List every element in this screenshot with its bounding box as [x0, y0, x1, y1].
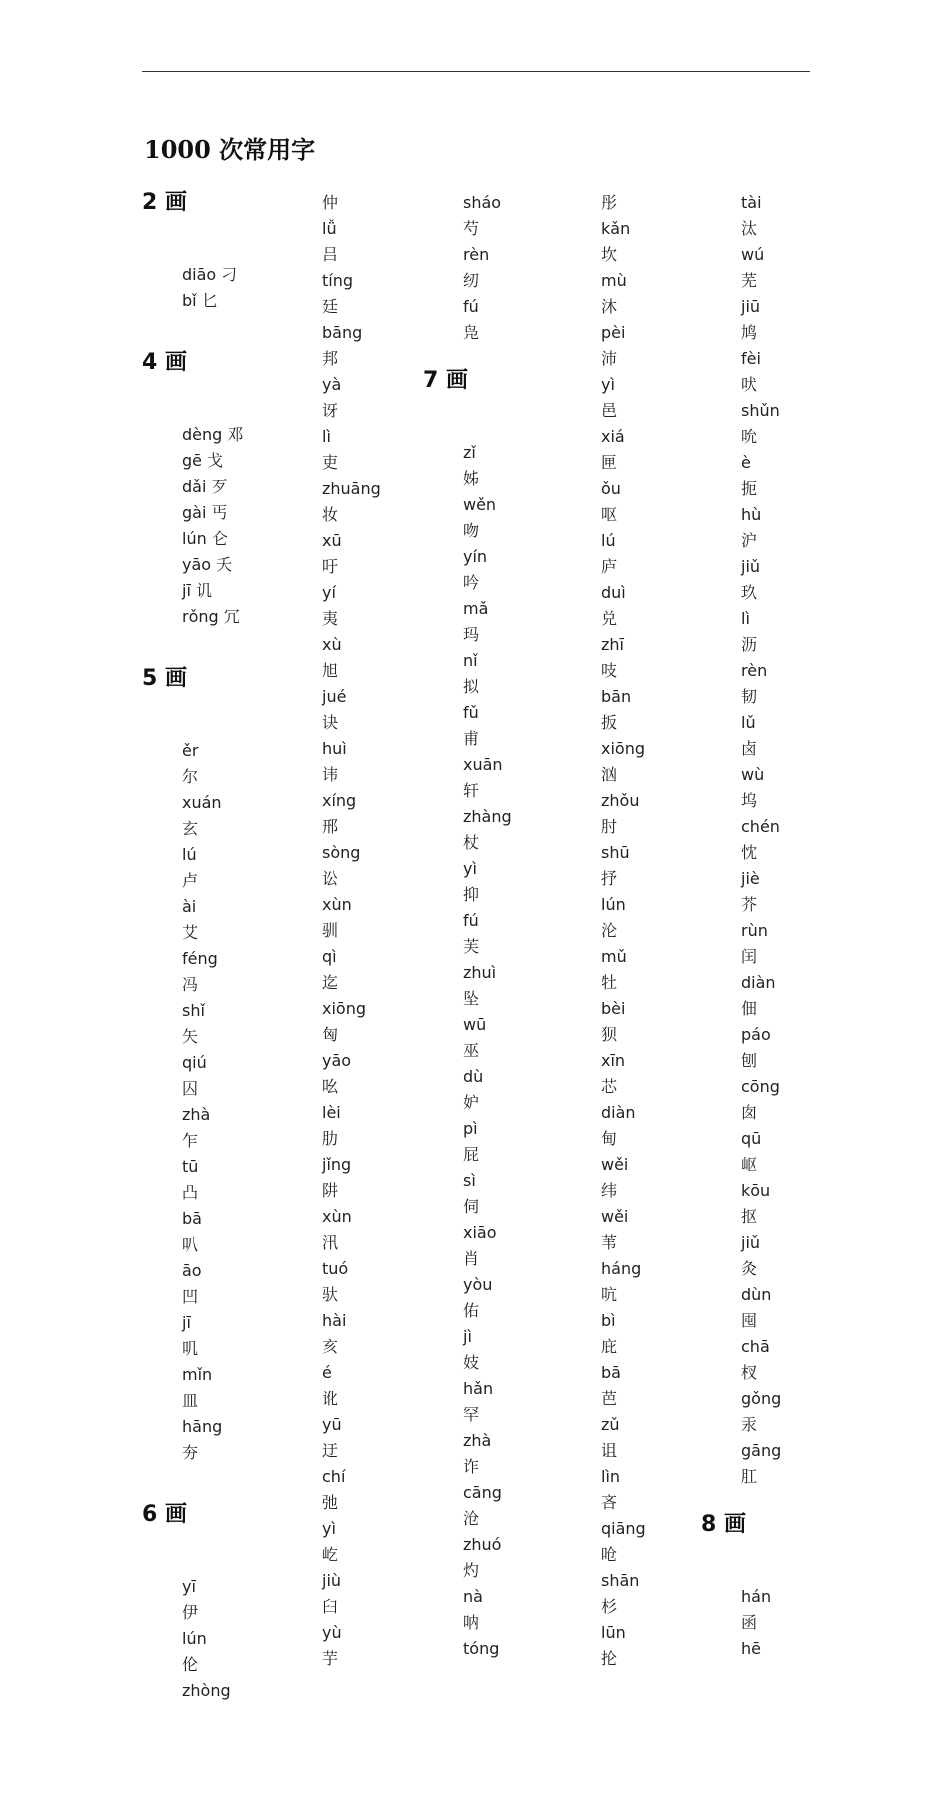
entry-line: sháo [463, 193, 502, 212]
section-8-list [701, 1584, 841, 1662]
entry-line: shān [601, 1571, 640, 1590]
entry-line: 吕 [322, 245, 339, 264]
entry-line: 吻 [463, 521, 480, 540]
spacer [701, 1490, 841, 1512]
entry-line: 匈 [322, 1025, 339, 1044]
entry-line: 芍 [463, 219, 480, 238]
entry-line: 妆 [322, 505, 339, 524]
entry-line: zhuāng [322, 479, 381, 498]
entry-line: 邢 [322, 817, 339, 836]
entry-line: 杈 [741, 1363, 758, 1382]
entry-line: ěr [182, 741, 199, 760]
entry-line: yī [182, 1577, 196, 1596]
entry-line: hāng [182, 1417, 223, 1436]
entry-line: zhàng [463, 807, 512, 826]
entry-line: fèi [741, 349, 761, 368]
entry-line: 忱 [741, 843, 758, 862]
entry-line: 杖 [463, 833, 480, 852]
entry-line: yòu [463, 1275, 493, 1294]
entry-line: 轩 [463, 781, 480, 800]
entry-line: bān [601, 687, 632, 706]
entry-line: 兑 [601, 609, 618, 628]
spacer [142, 692, 272, 738]
entry-line: dèng 邓 [182, 425, 244, 444]
spacer [142, 1528, 272, 1574]
entry-line: hǎn [463, 1379, 494, 1398]
entry-line: jué [322, 687, 347, 706]
entry-line: 肖 [463, 1249, 480, 1268]
section-heading-6-strokes: 6 画 [142, 1502, 187, 1527]
entry-line: 沛 [601, 349, 618, 368]
entry-line: rǒng 冗 [182, 607, 240, 626]
entry-line: yāo [322, 1051, 352, 1070]
entry-line: jiū [741, 297, 761, 316]
entry-line: mǐn [182, 1365, 213, 1384]
entry-line: 姊 [463, 469, 480, 488]
entry-line: chí [322, 1467, 346, 1486]
entry-line: 夷 [322, 609, 339, 628]
entry-line: xùn [322, 1207, 352, 1226]
entry-line: bā [182, 1209, 202, 1228]
entry-line: gāng [741, 1441, 782, 1460]
entry-line: jī [182, 1313, 191, 1332]
entry-line: cōng [741, 1077, 780, 1096]
entry-line: bì [601, 1311, 616, 1330]
entry-line: lì [322, 427, 331, 446]
entry-line: 纬 [601, 1181, 618, 1200]
entry-line: sì [463, 1171, 476, 1190]
entry-line: jiǔ [741, 557, 761, 576]
entry-line: 驯 [322, 921, 339, 940]
entry-line: hē [741, 1639, 761, 1658]
entry-line: hán [741, 1587, 772, 1606]
entry-line: 彤 [601, 193, 618, 212]
entry-line: 呐 [463, 1613, 480, 1632]
entry-line: kǎn [601, 219, 631, 238]
entry-line: 汹 [601, 765, 618, 784]
entry-line: hài [322, 1311, 347, 1330]
entry-line: 甫 [463, 729, 480, 748]
entry-line: 矢 [182, 1027, 199, 1046]
section-heading-2-strokes: 2 画 [142, 190, 187, 215]
entry-line: tóng [463, 1639, 500, 1658]
entry-line: 妓 [463, 1353, 480, 1372]
section-heading-8-strokes: 8 画 [701, 1512, 746, 1537]
entry-line: yù [322, 1623, 342, 1642]
entry-line: chén [741, 817, 780, 836]
entry-line: 韧 [741, 687, 758, 706]
entry-line: 抠 [741, 1207, 758, 1226]
entry-line: xùn [322, 895, 352, 914]
entry-line: cāng [463, 1483, 502, 1502]
entry-line: xiōng [601, 739, 645, 758]
entry-line: yà [322, 375, 342, 394]
entry-line: diàn [601, 1103, 636, 1122]
entry-line: 罕 [463, 1405, 480, 1424]
entry-line: xuán [182, 793, 222, 812]
entry-line: 诀 [322, 713, 339, 732]
entry-line: fǔ [463, 703, 479, 722]
entry-line: 讶 [322, 401, 339, 420]
entry-line: 沧 [463, 1509, 480, 1528]
entry-line: 诈 [463, 1457, 480, 1476]
entry-line: 诅 [601, 1441, 618, 1460]
entry-line: lǚ [322, 219, 337, 238]
entry-line: lèi [322, 1103, 341, 1122]
entry-line: 沐 [601, 297, 618, 316]
spacer [142, 314, 272, 350]
entry-line: bāng [322, 323, 363, 342]
entry-line: 吮 [741, 427, 758, 446]
entry-line: 佑 [463, 1301, 480, 1320]
entry-line: hù [741, 505, 762, 524]
entry-line: 肋 [322, 1129, 339, 1148]
entry-line: 尔 [182, 767, 199, 786]
entry-line: zhī [601, 635, 624, 654]
entry-line: yì [463, 859, 477, 878]
entry-line: xiāo [463, 1223, 497, 1242]
entry-line: zǔ [601, 1415, 620, 1434]
entry-line: 芥 [741, 895, 758, 914]
entry-line: qū [741, 1129, 762, 1148]
section-5-list [142, 738, 272, 1466]
entry-line: è [741, 453, 751, 472]
entry-line: bǐ 匕 [182, 291, 218, 310]
entry-line: 芙 [463, 937, 480, 956]
column-3 [423, 190, 563, 1662]
entry-line: xiá [601, 427, 625, 446]
entry-line: xù [322, 635, 342, 654]
entry-line: zhuó [463, 1535, 502, 1554]
entry-line: ài [182, 897, 197, 916]
entry-line: shǔn [741, 401, 780, 420]
entry-line: 讹 [322, 1389, 339, 1408]
entry-line: 仲 [322, 193, 339, 212]
entry-line: 吁 [322, 557, 339, 576]
entry-line: 妒 [463, 1093, 480, 1112]
entry-line: 巫 [463, 1041, 480, 1060]
entry-line: tū [182, 1157, 199, 1176]
entry-line: lún [182, 1629, 207, 1648]
entry-line: 叽 [182, 1339, 199, 1358]
entry-line: 庇 [601, 1337, 618, 1356]
entry-line: 凸 [182, 1183, 199, 1202]
entry-line: 汰 [741, 219, 758, 238]
section-2-list [142, 262, 272, 314]
entry-line: diàn [741, 973, 776, 992]
entry-line: āo [182, 1261, 202, 1280]
entry-line: 甸 [601, 1129, 618, 1148]
entry-line: 汛 [322, 1233, 339, 1252]
entry-line: xíng [322, 791, 357, 810]
entry-line: 伺 [463, 1197, 480, 1216]
entry-line: zhǒu [601, 791, 640, 810]
entry-line: 纫 [463, 271, 480, 290]
entry-line: dù [463, 1067, 484, 1086]
entry-line: lì [741, 609, 750, 628]
entry-line: 坎 [601, 245, 618, 264]
entry-line: tíng [322, 271, 354, 290]
entry-line: 讼 [322, 869, 339, 888]
entry-line: wěn [463, 495, 497, 514]
entry-line: wěi [601, 1207, 629, 1226]
entry-line: 岖 [741, 1155, 758, 1174]
entry-line: 抡 [601, 1649, 618, 1668]
entry-line: yì [322, 1519, 336, 1538]
entry-line: diāo 刁 [182, 265, 238, 284]
entry-line: 呛 [601, 1545, 618, 1564]
entry-line: 冯 [182, 975, 199, 994]
column-3-top-list [423, 190, 563, 346]
entry-line: 邑 [601, 401, 618, 420]
section-6-list [142, 1574, 272, 1704]
entry-line: sòng [322, 843, 361, 862]
entry-line: 扳 [601, 713, 618, 732]
entry-line: zhuì [463, 963, 497, 982]
entry-line: 抒 [601, 869, 618, 888]
entry-line: 屹 [322, 1545, 339, 1564]
entry-line: huì [322, 739, 347, 758]
entry-line: 芜 [741, 271, 758, 290]
entry-line: 呕 [601, 505, 618, 524]
entry-line: é [322, 1363, 332, 1382]
entry-line: 吭 [601, 1285, 618, 1304]
entry-line: 肘 [601, 817, 618, 836]
entry-line: 匣 [601, 453, 618, 472]
entry-line: lǔ [741, 713, 756, 732]
entry-line: wú [741, 245, 765, 264]
entry-line: 卢 [182, 871, 199, 890]
entry-line: 吠 [741, 375, 758, 394]
entry-line: féng [182, 949, 218, 968]
entry-line: 卤 [741, 739, 758, 758]
entry-line: shū [601, 843, 630, 862]
entry-line: 闰 [741, 947, 758, 966]
entry-line: jǐng [322, 1155, 352, 1174]
entry-line: xīn [601, 1051, 626, 1070]
spacer [142, 376, 272, 422]
column-1 [142, 190, 272, 1704]
entry-line: lún [601, 895, 626, 914]
entry-line: 庐 [601, 557, 618, 576]
column-5-top-list [701, 190, 841, 1490]
entry-line: gǒng [741, 1389, 782, 1408]
entry-line: jiǔ [741, 1233, 761, 1252]
entry-line: pèi [601, 323, 626, 342]
section-heading-4-strokes: 4 画 [142, 350, 187, 375]
entry-line: 旭 [322, 661, 339, 680]
entry-line: 苇 [601, 1233, 618, 1252]
entry-line: 吏 [322, 453, 339, 472]
entry-line: zhà [182, 1105, 211, 1124]
entry-line: jī 讥 [182, 581, 212, 600]
entry-line: qiú [182, 1053, 207, 1072]
entry-line: jì [463, 1327, 472, 1346]
section-4-list [142, 422, 272, 630]
entry-line: jiè [741, 869, 760, 888]
entry-line: dùn [741, 1285, 772, 1304]
entry-line: mù [601, 271, 627, 290]
entry-line: 灼 [463, 1561, 480, 1580]
entry-line: 函 [741, 1613, 758, 1632]
entry-line: tài [741, 193, 762, 212]
header-rule [142, 71, 810, 72]
entry-line: wěi [601, 1155, 629, 1174]
entry-line: rèn [741, 661, 768, 680]
entry-line: yū [322, 1415, 342, 1434]
entry-line: lún 仑 [182, 529, 228, 548]
entry-line: lìn [601, 1467, 621, 1486]
entry-line: 沦 [601, 921, 618, 940]
entry-line: mǎ [463, 599, 489, 618]
entry-line: dǎi 歹 [182, 477, 228, 496]
entry-line: 夯 [182, 1443, 199, 1462]
entry-line: 玖 [741, 583, 758, 602]
entry-line: 吱 [601, 661, 618, 680]
entry-line: 灸 [741, 1259, 758, 1278]
entry-line: 玛 [463, 625, 480, 644]
entry-line: fú [463, 297, 479, 316]
entry-line: háng [601, 1259, 642, 1278]
entry-line: wù [741, 765, 765, 784]
entry-line: 弛 [322, 1493, 339, 1512]
entry-line: nǐ [463, 651, 478, 670]
entry-line: 芋 [322, 1649, 339, 1668]
entry-line: bā [601, 1363, 621, 1382]
entry-line: qiāng [601, 1519, 646, 1538]
entry-line: 拟 [463, 677, 480, 696]
page-title: 1000 次常用字 [144, 135, 316, 164]
entry-line: yí [322, 583, 336, 602]
entry-line: lūn [601, 1623, 626, 1642]
entry-line: 讳 [322, 765, 339, 784]
entry-line: 鸠 [741, 323, 758, 342]
entry-line: 皿 [182, 1391, 199, 1410]
entry-line: pì [463, 1119, 478, 1138]
entry-line: 乍 [182, 1131, 199, 1150]
entry-line: 坠 [463, 989, 480, 1008]
entry-line: 吆 [322, 1077, 339, 1096]
entry-line: chā [741, 1337, 770, 1356]
entry-line: 邦 [322, 349, 339, 368]
entry-line: 迄 [322, 973, 339, 992]
entry-line: 芯 [601, 1077, 618, 1096]
spacer [701, 1538, 841, 1584]
entry-line: wū [463, 1015, 487, 1034]
entry-line: 杉 [601, 1597, 618, 1616]
spacer [142, 216, 272, 262]
entry-line: 玄 [182, 819, 199, 838]
entry-line: 狈 [601, 1025, 618, 1044]
entry-line: qì [322, 947, 337, 966]
entry-line: 坞 [741, 791, 758, 810]
spacer [423, 394, 563, 440]
entry-line: 抑 [463, 885, 480, 904]
entry-line: 吝 [601, 1493, 618, 1512]
column-5 [701, 190, 841, 1662]
entry-line: yāo 夭 [182, 555, 233, 574]
entry-line: xū [322, 531, 342, 550]
entry-line: 凫 [463, 323, 480, 342]
entry-line: shǐ [182, 1001, 205, 1020]
entry-line: ǒu [601, 479, 621, 498]
entry-line: rùn [741, 921, 768, 940]
entry-line: zhà [463, 1431, 492, 1450]
entry-line: 牡 [601, 973, 618, 992]
entry-line: kōu [741, 1181, 771, 1200]
entry-line: mǔ [601, 947, 627, 966]
entry-line: 驮 [322, 1285, 339, 1304]
entry-line: 囚 [182, 1079, 199, 1098]
entry-line: 叭 [182, 1235, 199, 1254]
entry-line: 伦 [182, 1655, 199, 1674]
entry-line: 芭 [601, 1389, 618, 1408]
entry-line: duì [601, 583, 626, 602]
entry-line: 吟 [463, 573, 480, 592]
entry-line: páo [741, 1025, 771, 1044]
entry-line: 艾 [182, 923, 199, 942]
entry-line: 屁 [463, 1145, 480, 1164]
entry-line: yì [601, 375, 615, 394]
entry-line: lú [182, 845, 197, 864]
entry-line: 迂 [322, 1441, 339, 1460]
entry-line: tuó [322, 1259, 349, 1278]
entry-line: gē 戈 [182, 451, 224, 470]
entry-line: 扼 [741, 479, 758, 498]
entry-line: 刨 [741, 1051, 758, 1070]
section-7-list [423, 440, 563, 1662]
entry-line: xiōng [322, 999, 366, 1018]
entry-line: 囱 [741, 1103, 758, 1122]
entry-line: zǐ [463, 443, 476, 462]
entry-line: 亥 [322, 1337, 339, 1356]
entry-line: 囤 [741, 1311, 758, 1330]
entry-line: 阱 [322, 1181, 339, 1200]
entry-line: rèn [463, 245, 490, 264]
entry-line: 沪 [741, 531, 758, 550]
entry-line: 沥 [741, 635, 758, 654]
spacer [423, 346, 563, 368]
entry-line: 佃 [741, 999, 758, 1018]
entry-line: jiù [322, 1571, 342, 1590]
entry-line: 凹 [182, 1287, 199, 1306]
entry-line: zhòng [182, 1681, 231, 1700]
entry-line: lú [601, 531, 616, 550]
section-heading-5-strokes: 5 画 [142, 666, 187, 691]
spacer [142, 630, 272, 666]
spacer [142, 1466, 272, 1502]
entry-line: 臼 [322, 1597, 339, 1616]
entry-line: 汞 [741, 1415, 758, 1434]
entry-line: nà [463, 1587, 483, 1606]
entry-line: bèi [601, 999, 626, 1018]
entry-line: fú [463, 911, 479, 930]
section-heading-7-strokes: 7 画 [423, 368, 468, 393]
entry-line: xuān [463, 755, 503, 774]
entry-line: 廷 [322, 297, 339, 316]
entry-line: gài 丐 [182, 503, 228, 522]
entry-line: yín [463, 547, 488, 566]
entry-line: 伊 [182, 1603, 199, 1622]
entry-line: 肛 [741, 1467, 758, 1486]
